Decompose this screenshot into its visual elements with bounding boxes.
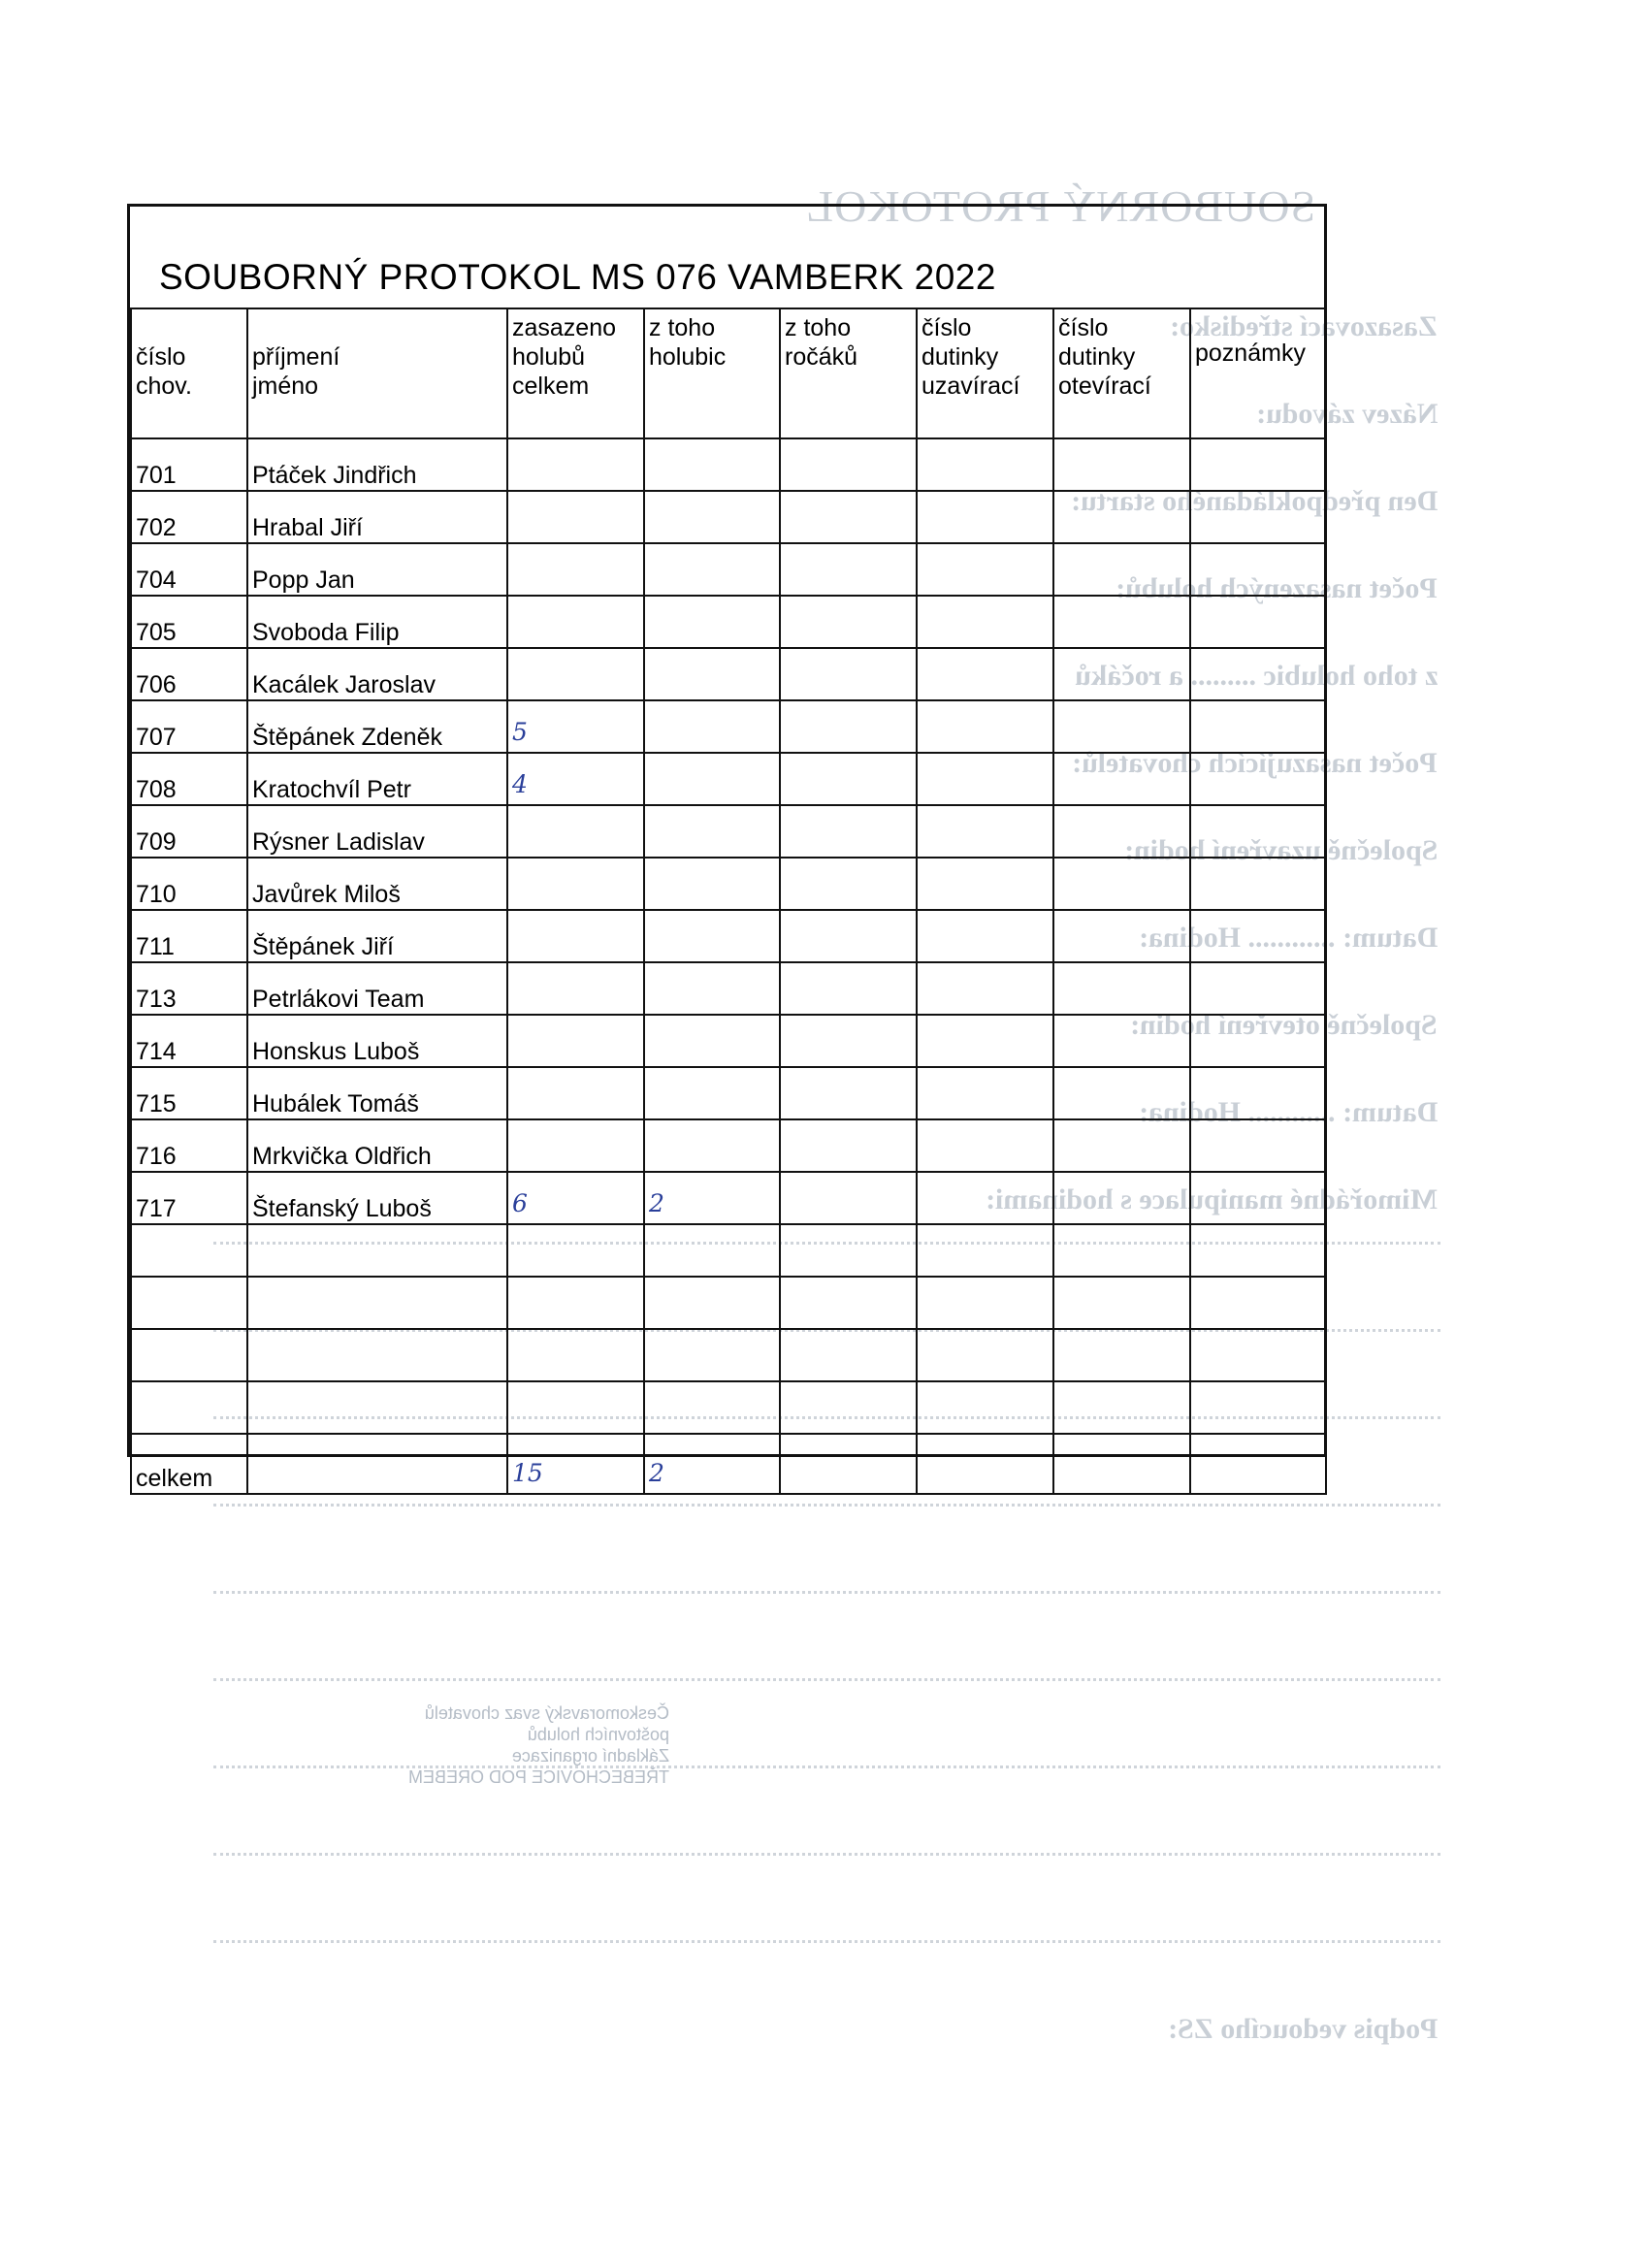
total-empty <box>1190 1434 1326 1494</box>
column-header-line: z toho <box>785 314 852 341</box>
closing-tube-number <box>917 1381 1053 1434</box>
opening-tube-number <box>1053 1015 1190 1067</box>
member-name: Rýsner Ladislav <box>247 805 507 858</box>
notes <box>1190 910 1326 962</box>
pigeons-total <box>507 858 644 910</box>
reverse-line: Datum: ............ Hodina: <box>1138 1096 1438 1128</box>
opening-tube-number <box>1053 1067 1190 1119</box>
member-number: 701 <box>131 438 247 491</box>
closing-tube-number <box>917 491 1053 543</box>
pigeons-total <box>507 491 644 543</box>
females-count <box>644 700 780 753</box>
pigeons-total <box>507 438 644 491</box>
yearlings-count <box>780 1015 917 1067</box>
member-name: Honskus Luboš <box>247 1015 507 1067</box>
member-number: 702 <box>131 491 247 543</box>
females-count <box>644 753 780 805</box>
pigeons-total: 5 <box>507 700 644 753</box>
reverse-title: SOUBORNÝ PROTOKOL <box>805 181 1316 231</box>
closing-tube-number <box>917 1224 1053 1277</box>
stamp-line: Základní organizace <box>511 1746 669 1766</box>
closing-tube-number <box>917 805 1053 858</box>
pigeons-total <box>507 910 644 962</box>
column-header <box>644 308 780 438</box>
pigeons-total <box>507 1381 644 1434</box>
closing-tube-number <box>917 1067 1053 1119</box>
closing-tube-number <box>917 1277 1053 1329</box>
column-header-line: dutinky <box>1058 343 1136 371</box>
opening-tube-number <box>1053 543 1190 596</box>
notes <box>1190 648 1326 700</box>
yearlings-count <box>780 543 917 596</box>
opening-tube-number <box>1053 910 1190 962</box>
reverse-line: Zasazovací středisko: <box>1170 310 1438 342</box>
reverse-stamp <box>301 1702 669 1788</box>
closing-tube-number <box>917 910 1053 962</box>
member-number <box>131 1277 247 1329</box>
total-row <box>131 1434 1326 1494</box>
member-number: 707 <box>131 700 247 753</box>
opening-tube-number <box>1053 1119 1190 1172</box>
table-row <box>131 753 1326 805</box>
reverse-line: Počet nasazených holubů: <box>1116 572 1438 604</box>
females-count <box>644 596 780 648</box>
females-count <box>644 1277 780 1329</box>
member-number: 710 <box>131 858 247 910</box>
yearlings-count <box>780 805 917 858</box>
table-row <box>131 543 1326 596</box>
opening-tube-number <box>1053 858 1190 910</box>
column-header-line: jméno <box>252 373 319 400</box>
closing-tube-number <box>917 648 1053 700</box>
column-header-line: ročáků <box>785 343 858 371</box>
females-count <box>644 543 780 596</box>
yearlings-count <box>780 596 917 648</box>
reverse-line: Společně otevření hodin: <box>1130 1009 1438 1041</box>
opening-tube-number <box>1053 648 1190 700</box>
females-count: 2 <box>644 1172 780 1224</box>
column-header-line: otevírací <box>1058 373 1151 400</box>
member-name: Štěpánek Jiří <box>247 910 507 962</box>
opening-tube-number <box>1053 438 1190 491</box>
member-name: Kacálek Jaroslav <box>247 648 507 700</box>
column-header-line: celkem <box>512 373 590 400</box>
total-empty <box>1053 1434 1190 1494</box>
protocol-sheet <box>127 204 1327 1492</box>
column-header-line: číslo <box>922 314 972 341</box>
member-number: 709 <box>131 805 247 858</box>
column-header-line: holubů <box>512 343 586 371</box>
notes <box>1190 962 1326 1015</box>
dotted-line <box>213 1504 1440 1507</box>
closing-tube-number <box>917 1172 1053 1224</box>
total-empty <box>917 1434 1053 1494</box>
member-name <box>247 1224 507 1277</box>
opening-tube-number <box>1053 753 1190 805</box>
females-count <box>644 1119 780 1172</box>
member-name: Štefanský Luboš <box>247 1172 507 1224</box>
pigeons-total <box>507 805 644 858</box>
member-name: Javůrek Miloš <box>247 858 507 910</box>
notes <box>1190 858 1326 910</box>
table-header <box>131 308 1326 438</box>
pigeons-total <box>507 596 644 648</box>
notes <box>1190 596 1326 648</box>
member-name: Mrkvička Oldřich <box>247 1119 507 1172</box>
stamp-line: poštovních holubů <box>527 1725 669 1744</box>
pigeons-total <box>507 543 644 596</box>
column-header <box>507 308 644 438</box>
total-females: 2 <box>644 1434 780 1494</box>
opening-tube-number <box>1053 596 1190 648</box>
yearlings-count <box>780 753 917 805</box>
member-number: 705 <box>131 596 247 648</box>
dotted-line <box>213 1591 1440 1594</box>
notes <box>1190 1172 1326 1224</box>
dotted-line <box>213 1853 1440 1856</box>
opening-tube-number <box>1053 700 1190 753</box>
table-row <box>131 596 1326 648</box>
reverse-line: z toho holubic ......... a ročáků <box>1074 660 1438 692</box>
notes <box>1190 1224 1326 1277</box>
opening-tube-number <box>1053 1277 1190 1329</box>
column-header-line: poznámky <box>1195 340 1306 367</box>
member-name: Ptáček Jindřich <box>247 438 507 491</box>
total-pigeons: 15 <box>507 1434 644 1494</box>
females-count <box>644 491 780 543</box>
column-header <box>917 308 1053 438</box>
column-header-line: chov. <box>136 373 192 400</box>
pigeons-total <box>507 1277 644 1329</box>
column-header <box>780 308 917 438</box>
closing-tube-number <box>917 858 1053 910</box>
member-name: Popp Jan <box>247 543 507 596</box>
member-name <box>247 1329 507 1381</box>
protocol-table <box>130 308 1327 1495</box>
member-number <box>131 1329 247 1381</box>
closing-tube-number <box>917 543 1053 596</box>
notes <box>1190 805 1326 858</box>
table-row <box>131 1329 1326 1381</box>
table-row <box>131 700 1326 753</box>
pigeons-total: 4 <box>507 753 644 805</box>
yearlings-count <box>780 648 917 700</box>
reverse-line: Den předpokládaného startu: <box>1070 485 1438 517</box>
females-count <box>644 1381 780 1434</box>
table-row <box>131 1119 1326 1172</box>
page-title: SOUBORNÝ PROTOKOL MS 076 VAMBERK 2022 <box>159 257 996 297</box>
females-count <box>644 1015 780 1067</box>
total-label: celkem <box>131 1434 247 1494</box>
yearlings-count <box>780 700 917 753</box>
notes <box>1190 700 1326 753</box>
reverse-line: Podpis vedoucího ZS: <box>1167 2013 1438 2045</box>
yearlings-count <box>780 962 917 1015</box>
member-number: 717 <box>131 1172 247 1224</box>
table-row <box>131 491 1326 543</box>
member-name <box>247 1381 507 1434</box>
member-name: Petrlákovi Team <box>247 962 507 1015</box>
females-count <box>644 910 780 962</box>
females-count <box>644 805 780 858</box>
closing-tube-number <box>917 1329 1053 1381</box>
column-header-line: holubic <box>649 343 727 371</box>
opening-tube-number <box>1053 1381 1190 1434</box>
pigeons-total: 6 <box>507 1172 644 1224</box>
pigeons-total <box>507 1067 644 1119</box>
yearlings-count <box>780 1329 917 1381</box>
member-name: Kratochvíl Petr <box>247 753 507 805</box>
column-header-line: číslo <box>136 343 186 371</box>
notes <box>1190 543 1326 596</box>
member-number: 713 <box>131 962 247 1015</box>
stamp-line: Českomoravský svaz chovatelů <box>424 1703 669 1723</box>
yearlings-count <box>780 1119 917 1172</box>
reverse-line: Název závodu: <box>1255 398 1438 430</box>
pigeons-total <box>507 962 644 1015</box>
table-row <box>131 1224 1326 1277</box>
table-row <box>131 1381 1326 1434</box>
dotted-line <box>213 1940 1440 1943</box>
member-number: 716 <box>131 1119 247 1172</box>
pigeons-total <box>507 1224 644 1277</box>
total-name <box>247 1434 507 1494</box>
females-count <box>644 1224 780 1277</box>
pigeons-total <box>507 1119 644 1172</box>
member-number: 706 <box>131 648 247 700</box>
notes <box>1190 1277 1326 1329</box>
member-number: 708 <box>131 753 247 805</box>
notes <box>1190 1015 1326 1067</box>
closing-tube-number <box>917 438 1053 491</box>
notes <box>1190 438 1326 491</box>
notes <box>1190 491 1326 543</box>
stamp-line: TŘEBECHOVICE POD OREBEM <box>407 1767 669 1787</box>
females-count <box>644 858 780 910</box>
females-count <box>644 1329 780 1381</box>
table-row <box>131 805 1326 858</box>
opening-tube-number <box>1053 491 1190 543</box>
dotted-line <box>213 1678 1440 1681</box>
table-row <box>131 648 1326 700</box>
member-number: 704 <box>131 543 247 596</box>
yearlings-count <box>780 1224 917 1277</box>
column-header <box>247 308 507 438</box>
column-header-line: uzavírací <box>922 373 1020 400</box>
reverse-line: Společně uzavření hodin: <box>1123 834 1438 866</box>
member-name: Hrabal Jiří <box>247 491 507 543</box>
opening-tube-number <box>1053 1329 1190 1381</box>
member-number: 711 <box>131 910 247 962</box>
notes <box>1190 1329 1326 1381</box>
closing-tube-number <box>917 700 1053 753</box>
yearlings-count <box>780 1067 917 1119</box>
pigeons-total <box>507 1329 644 1381</box>
column-header <box>131 308 247 438</box>
table-row <box>131 1172 1326 1224</box>
total-empty <box>780 1434 917 1494</box>
member-number <box>131 1224 247 1277</box>
member-name <box>247 1277 507 1329</box>
closing-tube-number <box>917 962 1053 1015</box>
yearlings-count <box>780 1381 917 1434</box>
females-count <box>644 438 780 491</box>
column-header-line: příjmení <box>252 343 340 371</box>
females-count <box>644 962 780 1015</box>
column-header-line: dutinky <box>922 343 999 371</box>
pigeons-total <box>507 648 644 700</box>
column-header-line: číslo <box>1058 314 1109 341</box>
yearlings-count <box>780 1277 917 1329</box>
reverse-line: Počet nasazujících chovatelů: <box>1072 747 1438 779</box>
table-row <box>131 1277 1326 1329</box>
females-count <box>644 648 780 700</box>
opening-tube-number <box>1053 805 1190 858</box>
table-row <box>131 962 1326 1015</box>
closing-tube-number <box>917 1015 1053 1067</box>
pigeons-total <box>507 1015 644 1067</box>
closing-tube-number <box>917 596 1053 648</box>
notes <box>1190 1381 1326 1434</box>
table-row <box>131 438 1326 491</box>
opening-tube-number <box>1053 1224 1190 1277</box>
yearlings-count <box>780 910 917 962</box>
table-row <box>131 910 1326 962</box>
column-header <box>1190 308 1326 438</box>
reverse-line: Datum: ............ Hodina: <box>1138 922 1438 954</box>
column-header-line: z toho <box>649 314 716 341</box>
yearlings-count <box>780 491 917 543</box>
yearlings-count <box>780 858 917 910</box>
opening-tube-number <box>1053 1172 1190 1224</box>
opening-tube-number <box>1053 962 1190 1015</box>
member-number: 715 <box>131 1067 247 1119</box>
females-count <box>644 1067 780 1119</box>
closing-tube-number <box>917 753 1053 805</box>
notes <box>1190 1067 1326 1119</box>
column-header <box>1053 308 1190 438</box>
table-row <box>131 1015 1326 1067</box>
closing-tube-number <box>917 1119 1053 1172</box>
yearlings-count <box>780 438 917 491</box>
yearlings-count <box>780 1172 917 1224</box>
member-number: 714 <box>131 1015 247 1067</box>
table-row <box>131 858 1326 910</box>
notes <box>1190 1119 1326 1172</box>
reverse-line: Mimořádné manipulace s hodinami: <box>986 1183 1438 1215</box>
notes <box>1190 753 1326 805</box>
member-name: Hubálek Tomáš <box>247 1067 507 1119</box>
table-row <box>131 1067 1326 1119</box>
column-header-line: zasazeno <box>512 314 617 341</box>
member-name: Svoboda Filip <box>247 596 507 648</box>
member-name: Štěpánek Zdeněk <box>247 700 507 753</box>
member-number <box>131 1381 247 1434</box>
